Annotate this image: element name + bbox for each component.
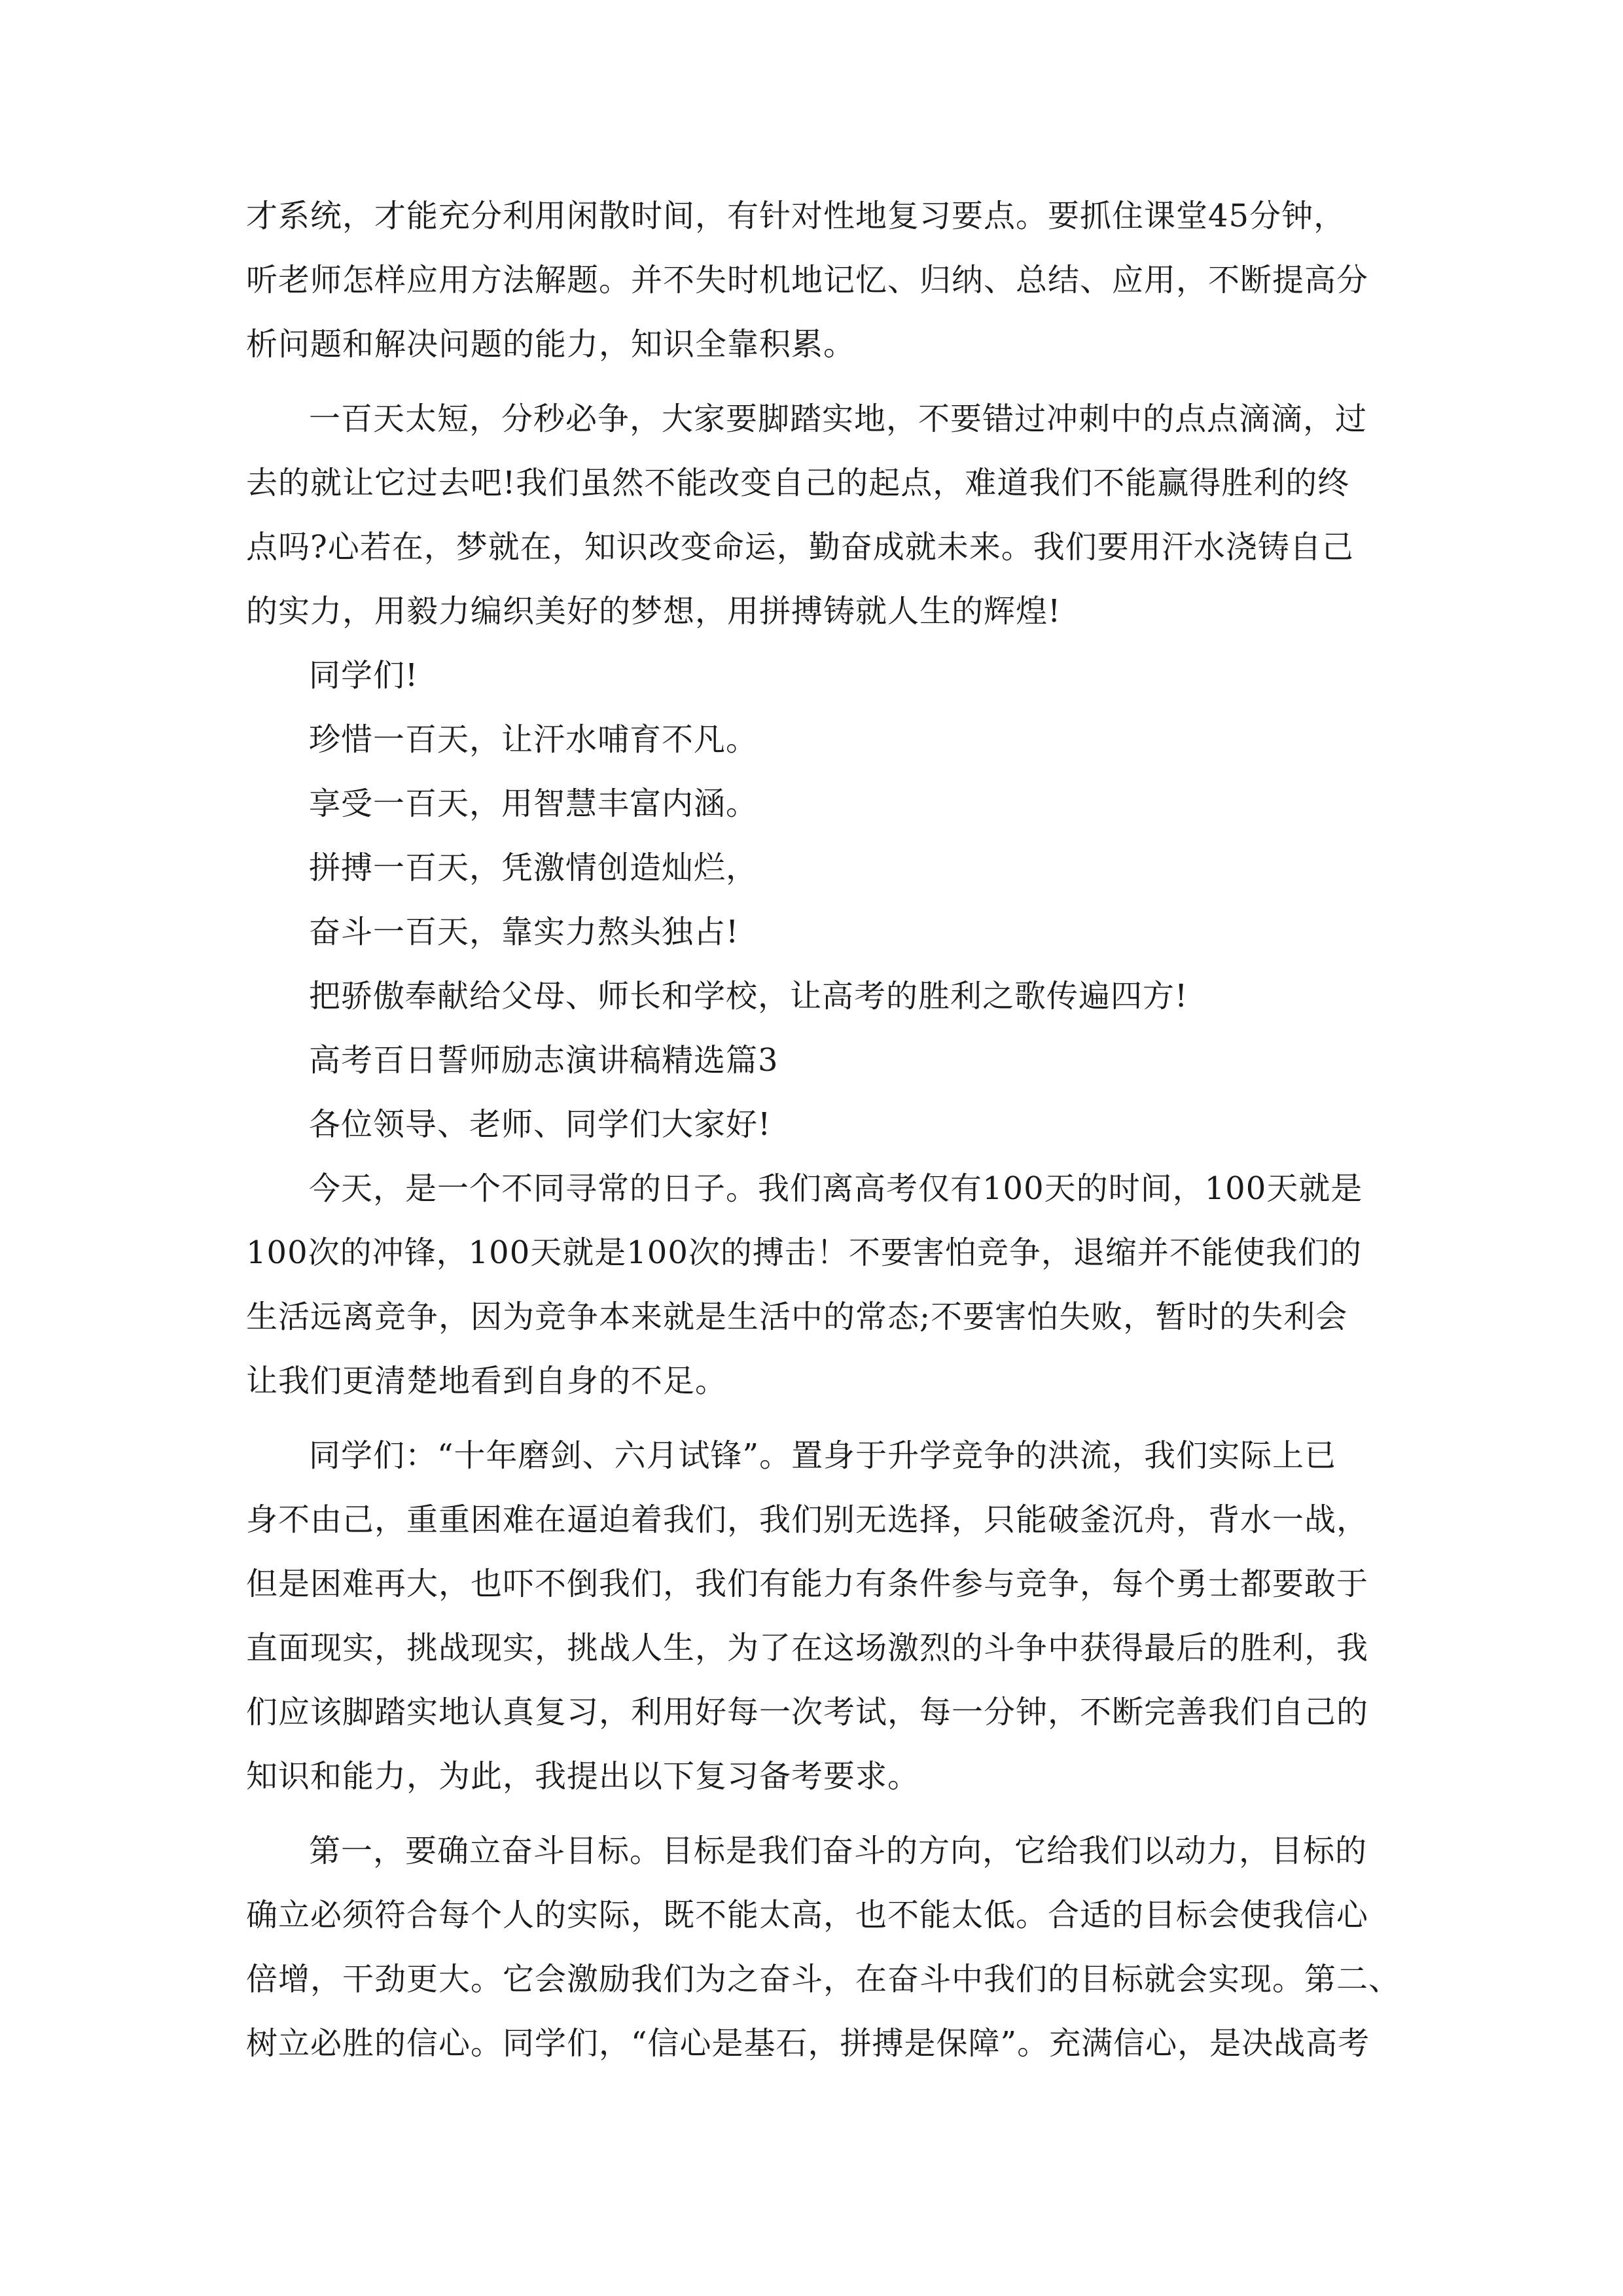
text-line: 拼搏一百天，凭激情创造灿烂， — [309, 850, 758, 886]
section-heading: 高考百日誓师励志演讲稿精选篇3 — [309, 1042, 779, 1079]
text-line: 去的就让它过去吧!我们虽然不能改变自己的起点，难道我们不能赢得胜利的终 — [246, 465, 1350, 501]
text-line: 们应该脚踏实地认真复习，利用好每一次考试，每一分钟，不断完善我们自己的 — [246, 1694, 1369, 1731]
text-line: 享受一百天，用智慧丰富内涵。 — [309, 785, 758, 822]
text-line: 同学们：“十年磨剑、六月试锋”。置身于升学竞争的洪流，我们实际上已 — [309, 1437, 1337, 1474]
text-line: 生活远离竞争，因为竞争本来就是生活中的常态;不要害怕失败，暂时的失利会 — [246, 1299, 1348, 1335]
text-line: 直面现实，挑战现实，挑战人生，为了在这场激烈的斗争中获得最后的胜利，我 — [246, 1630, 1369, 1666]
text-line: 但是困难再大，也吓不倒我们，我们有能力有条件参与竞争，每个勇士都要敢于 — [246, 1566, 1369, 1602]
text-line: 确立必须符合每个人的实际，既不能太高，也不能太低。合适的目标会使我信心 — [246, 1897, 1369, 1933]
text-line: 一百天太短，分秒必争，大家要脚踏实地，不要错过冲刺中的点点滴滴，过 — [309, 401, 1368, 437]
text-line: 珍惜一百天，让汗水哺育不凡。 — [309, 721, 758, 758]
text-line: 各位领导、老师、同学们大家好! — [309, 1106, 772, 1143]
text-line: 让我们更清楚地看到自身的不足。 — [246, 1363, 728, 1399]
text-line: 身不由己，重重困难在逼迫着我们，我们别无选择，只能破釜沉舟，背水一战， — [246, 1501, 1369, 1538]
text-line: 倍增，干劲更大。它会激励我们为之奋斗，在奋斗中我们的目标就会实现。第二、 — [246, 1961, 1401, 1998]
text-line: 今天，是一个不同寻常的日子。我们离高考仅有100天的时间，100天就是 — [309, 1170, 1363, 1207]
text-line: 析问题和解决问题的能力，知识全靠积累。 — [246, 326, 856, 363]
text-line: 树立必胜的信心。同学们，“信心是基石，拼搏是保障”。充满信心，是决战高考 — [246, 2025, 1370, 2062]
text-line: 把骄傲奉献给父母、师长和学校，让高考的胜利之歌传遍四方! — [309, 978, 1188, 1014]
text-line: 100次的冲锋，100天就是100次的搏击！不要害怕竞争，退缩并不能使我们的 — [246, 1234, 1362, 1271]
text-line: 点吗?心若在，梦就在，知识改变命运，勤奋成就未来。我们要用汗水浇铸自己 — [246, 529, 1354, 565]
text-line: 的实力，用毅力编织美好的梦想，用拼搏铸就人生的辉煌! — [246, 593, 1061, 630]
text-line: 奋斗一百天，靠实力熬头独占! — [309, 914, 740, 950]
text-line: 听老师怎样应用方法解题。并不失时机地记忆、归纳、总结、应用，不断提高分 — [246, 262, 1369, 298]
text-line: 知识和能力，为此，我提出以下复习备考要求。 — [246, 1758, 920, 1795]
text-line: 同学们! — [309, 657, 419, 694]
text-line: 第一，要确立奋斗目标。目标是我们奋斗的方向，它给我们以动力，目标的 — [309, 1833, 1368, 1869]
text-line: 才系统，才能充分利用闲散时间，有针对性地复习要点。要抓住课堂45分钟， — [246, 198, 1346, 234]
